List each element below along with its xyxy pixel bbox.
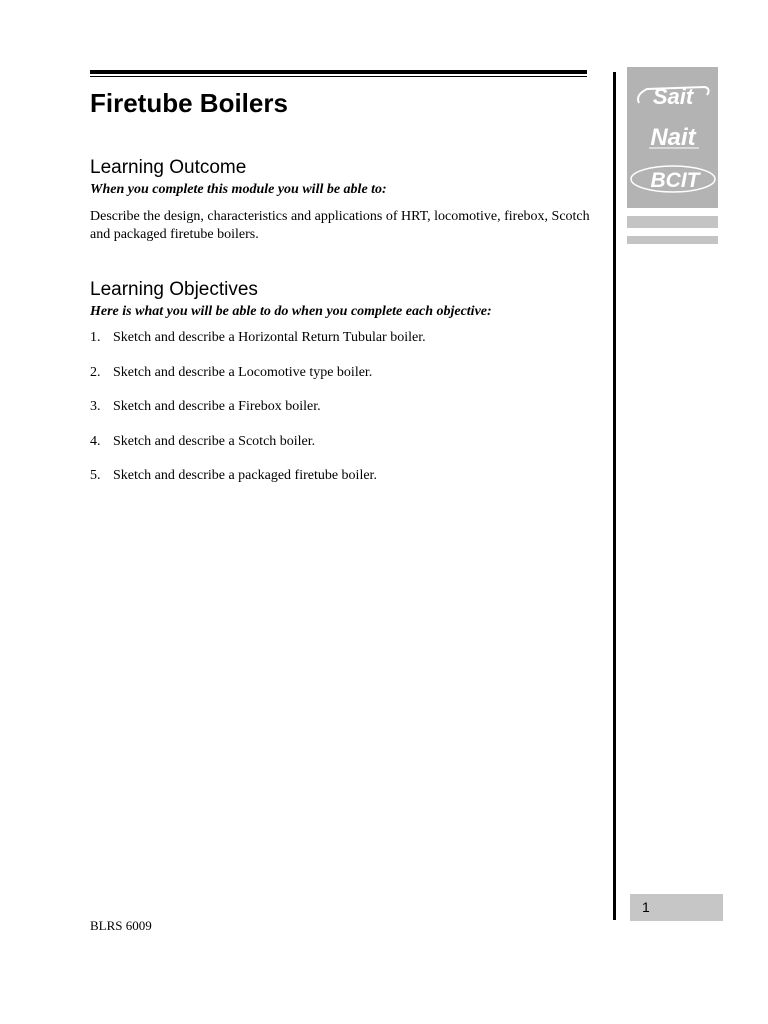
footer-code: BLRS 6009 (90, 918, 152, 933)
learning-objectives-heading: Learning Objectives (90, 279, 258, 300)
objective-item (90, 365, 372, 381)
objective-text: Sketch and describe a Scotch boiler. (113, 434, 316, 449)
learning-outcome-heading: Learning Outcome (90, 157, 247, 178)
objective-item (90, 468, 377, 484)
objective-number: 2. (90, 365, 101, 380)
header-rule-thick (90, 70, 587, 74)
objective-number: 1. (90, 330, 101, 345)
learning-objectives-subheading: Here is what you will be able to do when you complete each objective: (90, 304, 492, 319)
svg-text:Nait: Nait (650, 124, 696, 151)
nait-logo-icon (627, 115, 718, 155)
page-title: Firetube Boilers (90, 88, 288, 118)
learning-outcome-text: Describe the design, characteristics and applications of HRT, locomotive, firebox, Scotch and packaged firetube boilers. (90, 209, 590, 242)
logo-panel (627, 67, 718, 208)
bcit-logo-icon (627, 159, 718, 199)
objective-item (90, 434, 315, 450)
page-number: 1 (642, 899, 650, 915)
objective-text: Sketch and describe a Horizontal Return Tubular boiler. (113, 330, 426, 345)
objective-text: Sketch and describe a packaged firetube boiler. (113, 468, 377, 483)
decorative-band (627, 216, 718, 228)
objective-item (90, 399, 321, 415)
header-rule-thin (90, 76, 587, 77)
svg-text:BCIT: BCIT (650, 169, 700, 192)
objective-number: 4. (90, 434, 101, 449)
objective-text: Sketch and describe a Firebox boiler. (113, 399, 321, 414)
learning-outcome-subheading: When you complete this module you will be able to: (90, 182, 387, 197)
objective-text: Sketch and describe a Locomotive type boiler. (113, 365, 373, 380)
decorative-band (627, 236, 718, 244)
objective-item (90, 330, 426, 346)
page-number-box (630, 894, 723, 921)
margin-vertical-rule (613, 72, 616, 920)
objective-number: 5. (90, 468, 101, 483)
svg-text:Sait: Sait (652, 84, 694, 109)
sait-logo-icon (627, 73, 718, 113)
objective-number: 3. (90, 399, 101, 414)
